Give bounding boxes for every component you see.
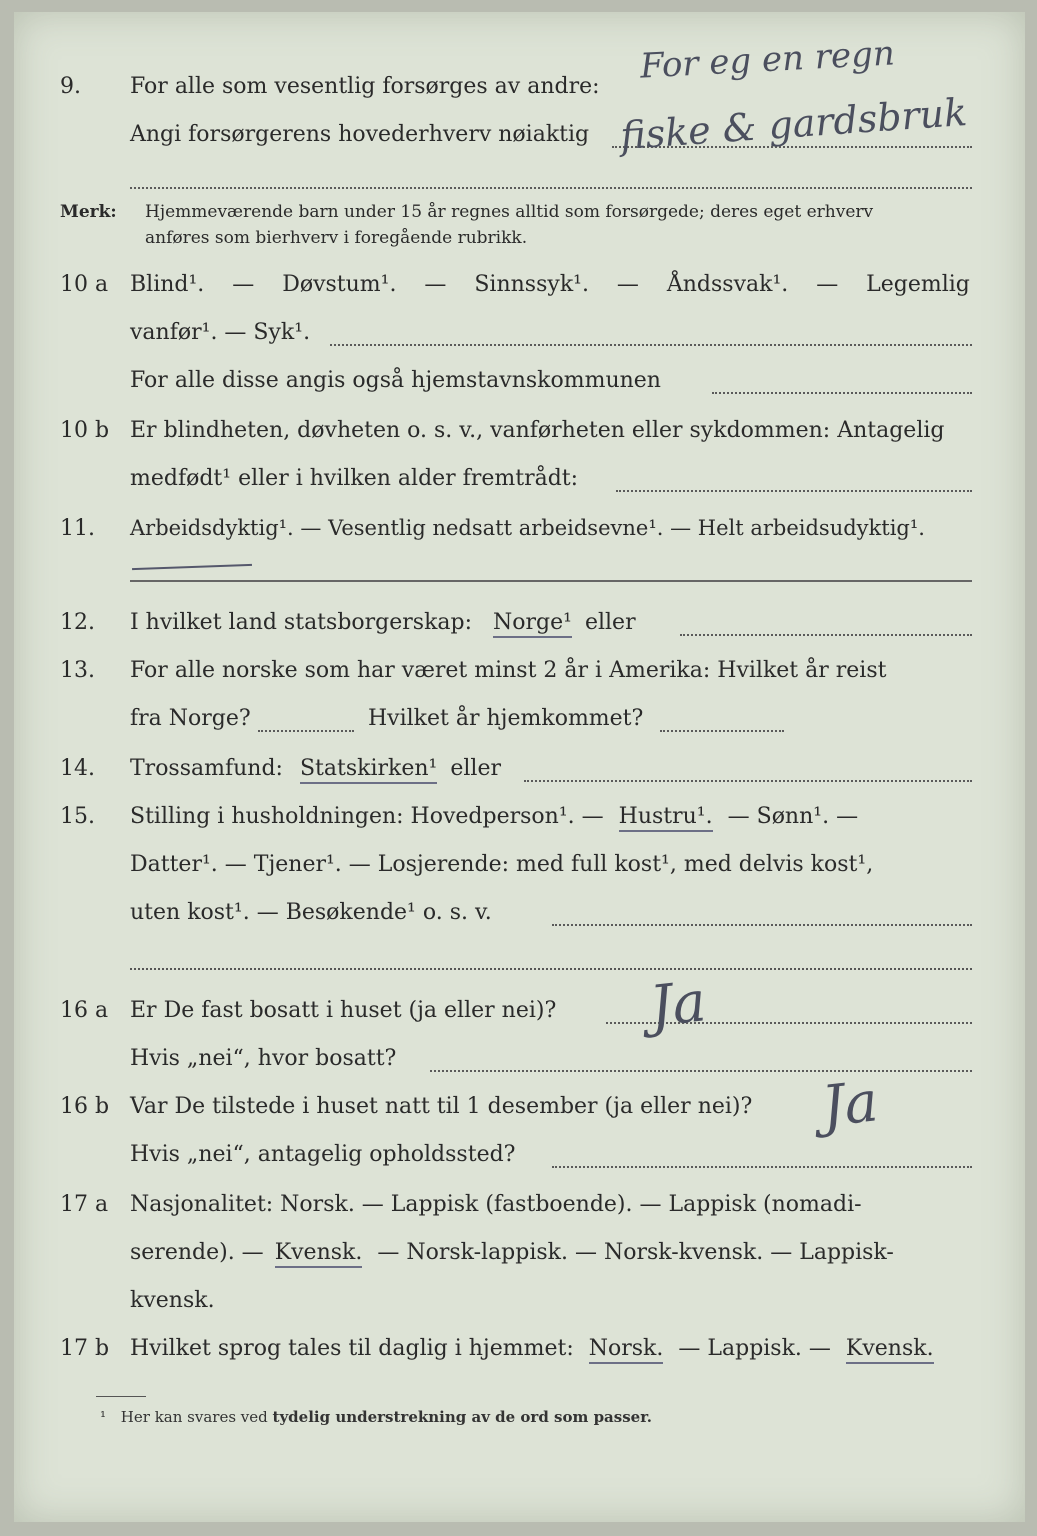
footnote-rule xyxy=(96,1396,146,1397)
q16b-handwriting: Ja xyxy=(818,1069,882,1140)
q10b-line-1: Er blindheten, døvheten o. s. v., vanførheten eller sykdommen: Antagelig xyxy=(130,418,945,443)
q12-norge-underlined: Norge¹ xyxy=(493,610,572,638)
q10a-answer-line xyxy=(330,344,972,346)
q16b-location-line xyxy=(552,1166,972,1168)
q16a-number: 16 a xyxy=(60,998,109,1023)
q10a-options xyxy=(130,272,970,297)
q15-hustru-underlined: Hustru¹. xyxy=(619,804,713,832)
q17a-line-1: Nasjonalitet: Norsk. — Lappisk (fastboende). — Lappisk (nomadi- xyxy=(130,1192,862,1217)
q17a-row-1 xyxy=(0,1192,1037,1226)
q13-returned-line xyxy=(660,730,784,732)
q16a-row-2 xyxy=(0,1046,1037,1080)
q10a-word: Åndssvak¹. xyxy=(666,272,789,297)
q15-row-3 xyxy=(0,900,1037,934)
q13-emigrated-line xyxy=(258,730,354,732)
q10a-number: 10 a xyxy=(60,272,109,297)
q9-handwriting-1: For eg en regn xyxy=(639,33,896,87)
q10a-row-1 xyxy=(0,272,1037,306)
q10b-number: 10 b xyxy=(60,418,110,443)
q17a-line-2 xyxy=(130,1240,894,1265)
q16a-location-line xyxy=(430,1070,972,1072)
q13-returned: Hvilket år hjemkommet? xyxy=(368,706,644,731)
q10a-home-line xyxy=(712,392,972,394)
q17b-mid: — Lappisk. — xyxy=(678,1336,831,1361)
q17b-row xyxy=(0,1336,1037,1370)
q13-row-2 xyxy=(0,706,1037,740)
q10a-line-3: For alle disse angis også hjemstavnskommunen xyxy=(130,368,661,393)
q13-line-1: For alle norske som har været minst 2 år i Amerika: Hvilket år reist xyxy=(130,658,887,683)
q10a-word: Blind¹. xyxy=(130,272,205,297)
q10a-row-2 xyxy=(0,320,1037,354)
q12-number: 12. xyxy=(60,610,95,635)
q10a-row-3 xyxy=(0,368,1037,402)
q9-number: 9. xyxy=(60,74,81,99)
q11-separator xyxy=(130,580,972,582)
q14-row xyxy=(0,756,1037,790)
q17a-line-2a: serende). — xyxy=(130,1240,264,1265)
q15-separator xyxy=(130,968,972,970)
q10a-line-2: vanfør¹. — Syk¹. xyxy=(130,320,311,345)
q10a-word: Sinnssyk¹. xyxy=(474,272,589,297)
q10a-word: — xyxy=(424,272,447,297)
q14-answer-line xyxy=(524,780,972,782)
q10a-word: — xyxy=(232,272,255,297)
q11-row xyxy=(0,516,1037,550)
q17a-number: 17 a xyxy=(60,1192,109,1217)
q15-number: 15. xyxy=(60,804,95,829)
q10a-word: Legemlig xyxy=(866,272,970,297)
q13-emigrated: fra Norge? xyxy=(130,706,251,731)
q12-row xyxy=(0,610,1037,644)
footnote-text: Her kan svares ved xyxy=(120,1408,268,1426)
q15-line-3: uten kost¹. — Besøkende¹ o. s. v. xyxy=(130,900,492,925)
q17a-row-3 xyxy=(0,1288,1037,1322)
footnote-mark: ¹ xyxy=(100,1408,107,1426)
q12-answer-line xyxy=(680,634,972,636)
q13-row-1 xyxy=(0,658,1037,692)
merk-note xyxy=(0,202,1037,252)
q14-statskirken-underlined: Statskirken¹ xyxy=(300,756,437,784)
q13-number: 13. xyxy=(60,658,95,683)
q17b-number: 17 b xyxy=(60,1336,110,1361)
q14-pre: Trossamfund: xyxy=(130,756,283,781)
q15-line-2: Datter¹. — Tjener¹. — Losjerende: med full kost¹, med delvis kost¹, xyxy=(130,852,874,877)
q16b-number: 16 b xyxy=(60,1094,110,1119)
q16b-row-1 xyxy=(0,1094,1037,1128)
q12-post: eller xyxy=(584,610,636,635)
q15-answer-line xyxy=(552,924,972,926)
q14-post: eller xyxy=(450,756,501,781)
q17b-norsk-underlined: Norsk. xyxy=(589,1336,664,1364)
q17a-row-2 xyxy=(0,1240,1037,1274)
q11-number: 11. xyxy=(60,516,95,541)
q10a-word: — xyxy=(816,272,839,297)
q16a-handwriting: Ja xyxy=(646,969,710,1040)
q15-row-2 xyxy=(0,852,1037,886)
q17b-question xyxy=(130,1336,934,1361)
merk-line-2: anføres som bierhverv i foregående rubrikk. xyxy=(145,228,528,248)
q10b-row-1 xyxy=(0,418,1037,452)
q12-pre: I hvilket land statsborgerskap: xyxy=(130,610,473,635)
q16b-line-1: Var De tilstede i huset natt til 1 desember (ja eller nei)? xyxy=(130,1094,753,1119)
footnote xyxy=(100,1408,652,1426)
q17b-kvensk-underlined: Kvensk. xyxy=(846,1336,934,1364)
q16a-line-2: Hvis „nei“, hvor bosatt? xyxy=(130,1046,397,1071)
q10a-word: Døvstum¹. xyxy=(282,272,397,297)
merk-label: Merk: xyxy=(60,202,117,222)
q10b-answer-line xyxy=(616,490,972,492)
q9-handwriting-2: fiske & gardsbruk xyxy=(618,89,969,159)
q16a-line-1: Er De fast bosatt i huset (ja eller nei)? xyxy=(130,998,557,1023)
q9-sub-question: Angi forsørgerens hovederhverv nøiaktig xyxy=(130,122,590,147)
footnote-bold-text: tydelig understrekning av de ord som passer. xyxy=(272,1408,652,1426)
q17a-line-3: kvensk. xyxy=(130,1288,215,1313)
q10b-row-2 xyxy=(0,466,1037,500)
q14-number: 14. xyxy=(60,756,95,781)
q16b-row-2 xyxy=(0,1142,1037,1176)
q15-line-1b: — Sønn¹. — xyxy=(727,804,859,829)
q12-question xyxy=(130,610,636,635)
q15-row-1 xyxy=(0,804,1037,838)
q15-line-1a: Stilling i husholdningen: Hovedperson¹. — xyxy=(130,804,604,829)
q17a-line-2b: — Norsk-lappisk. — Norsk-kvensk. — Lappisk- xyxy=(377,1240,894,1265)
q10a-word: — xyxy=(616,272,639,297)
q9-extra-line xyxy=(130,187,972,189)
q15-line-1 xyxy=(130,804,858,829)
q16a-row-1 xyxy=(0,998,1037,1032)
q9-question: For alle som vesentlig forsørges av andre: xyxy=(130,74,600,99)
q17a-kvensk-underlined: Kvensk. xyxy=(275,1240,363,1268)
q14-question xyxy=(130,756,501,781)
q10b-line-2: medfødt¹ eller i hvilken alder fremtrådt: xyxy=(130,466,579,491)
q11-line-1: Arbeidsdyktig¹. — Vesentlig nedsatt arbeidsevne¹. — Helt arbeidsudyktig¹. xyxy=(130,516,925,540)
q16b-line-2: Hvis „nei“, antagelig opholdssted? xyxy=(130,1142,516,1167)
q17b-pre: Hvilket sprog tales til daglig i hjemmet: xyxy=(130,1336,574,1361)
merk-line-1: Hjemmeværende barn under 15 år regnes alltid som forsørgede; deres eget erhverv xyxy=(145,202,874,222)
